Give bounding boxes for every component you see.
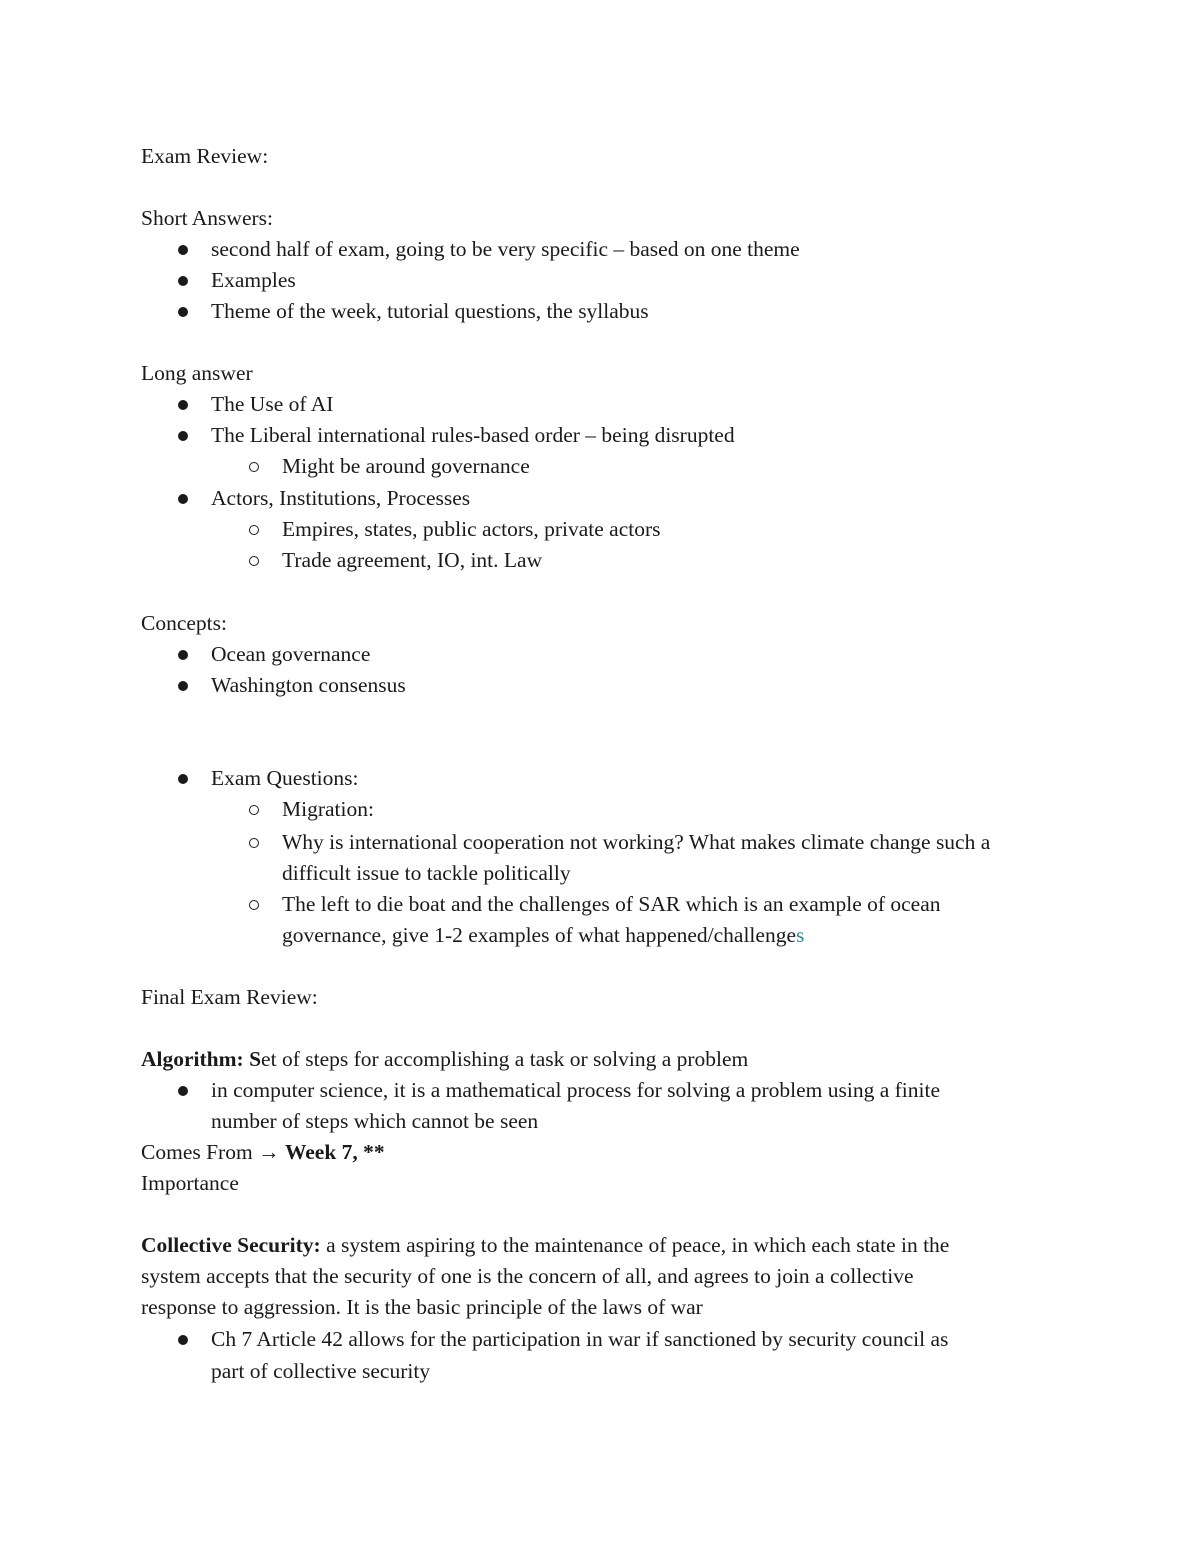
bullet-icon [178, 245, 188, 255]
collective-security-definition [141, 1230, 949, 1261]
sub-bullet-icon [249, 838, 259, 848]
sub-bullet-icon [249, 900, 259, 910]
long-answer-heading: Long answer [141, 361, 253, 385]
bullet-icon [178, 681, 188, 691]
list-item: in computer science, it is a mathematical process for solving a problem using a finite [211, 1078, 940, 1102]
list-item: Ocean governance [211, 642, 371, 666]
bullet-icon [178, 431, 188, 441]
bullet-icon [178, 307, 188, 317]
comes-from-label: Comes From → [141, 1140, 285, 1164]
list-item-continuation [282, 920, 804, 951]
comes-from-value: Week 7, ** [284, 1140, 385, 1164]
sub-bullet-icon [249, 556, 259, 566]
comes-from-line [141, 1137, 385, 1168]
bullet-icon [178, 494, 188, 504]
list-item-continuation: number of steps which cannot be seen [211, 1109, 539, 1133]
bullet-icon [178, 400, 188, 410]
bullet-icon [178, 650, 188, 660]
list-item: Ch 7 Article 42 allows for the participation in war if sanctioned by security council as [211, 1327, 949, 1351]
list-item: The left to die boat and the challenges of SAR which is an example of ocean [282, 892, 941, 916]
q3-text-end: s [796, 923, 805, 947]
exam-review-title: Exam Review: [141, 144, 269, 168]
algorithm-definition [141, 1044, 748, 1075]
importance-label: Importance [141, 1171, 239, 1195]
list-item: Theme of the week, tutorial questions, the syllabus [211, 299, 649, 323]
list-item: Might be around governance [282, 454, 530, 478]
bullet-icon [178, 1335, 188, 1345]
exam-questions-label: Exam Questions: [211, 766, 359, 790]
algorithm-text: et of steps for accomplishing a task or solving a problem [261, 1047, 749, 1071]
algorithm-term: Algorithm: S [141, 1047, 262, 1071]
list-item: second half of exam, going to be very specific – based on one theme [211, 237, 800, 261]
bullet-icon [178, 276, 188, 286]
list-item-continuation: difficult issue to tackle politically [282, 861, 571, 885]
list-item: Examples [211, 268, 296, 292]
paragraph-line: system accepts that the security of one is the concern of all, and agrees to join a collective [141, 1264, 914, 1288]
list-item: The Liberal international rules-based order – being disrupted [211, 423, 735, 447]
paragraph-line: response to aggression. It is the basic principle of the laws of war [141, 1295, 703, 1319]
list-item: Trade agreement, IO, int. Law [282, 548, 543, 572]
concepts-heading: Concepts: [141, 611, 227, 635]
sub-bullet-icon [249, 805, 259, 815]
sub-bullet-icon [249, 462, 259, 472]
sub-bullet-icon [249, 525, 259, 535]
list-item: Actors, Institutions, Processes [211, 486, 471, 510]
list-item-continuation: part of collective security [211, 1359, 431, 1383]
final-exam-review-title: Final Exam Review: [141, 985, 318, 1009]
collective-security-text: a system aspiring to the maintenance of peace, in which each state in the [320, 1233, 950, 1257]
bullet-icon [178, 774, 188, 784]
list-item: The Use of AI [211, 392, 334, 416]
short-answers-heading: Short Answers: [141, 206, 273, 230]
collective-security-term: Collective Security: [141, 1233, 321, 1257]
q3-text: governance, give 1-2 examples of what happened/challenge [282, 923, 796, 947]
list-item: Why is international cooperation not working? What makes climate change such a [282, 830, 991, 854]
bullet-icon [178, 1086, 188, 1096]
list-item: Migration: [282, 797, 374, 821]
list-item: Empires, states, public actors, private actors [282, 517, 661, 541]
list-item: Washington consensus [211, 673, 406, 697]
